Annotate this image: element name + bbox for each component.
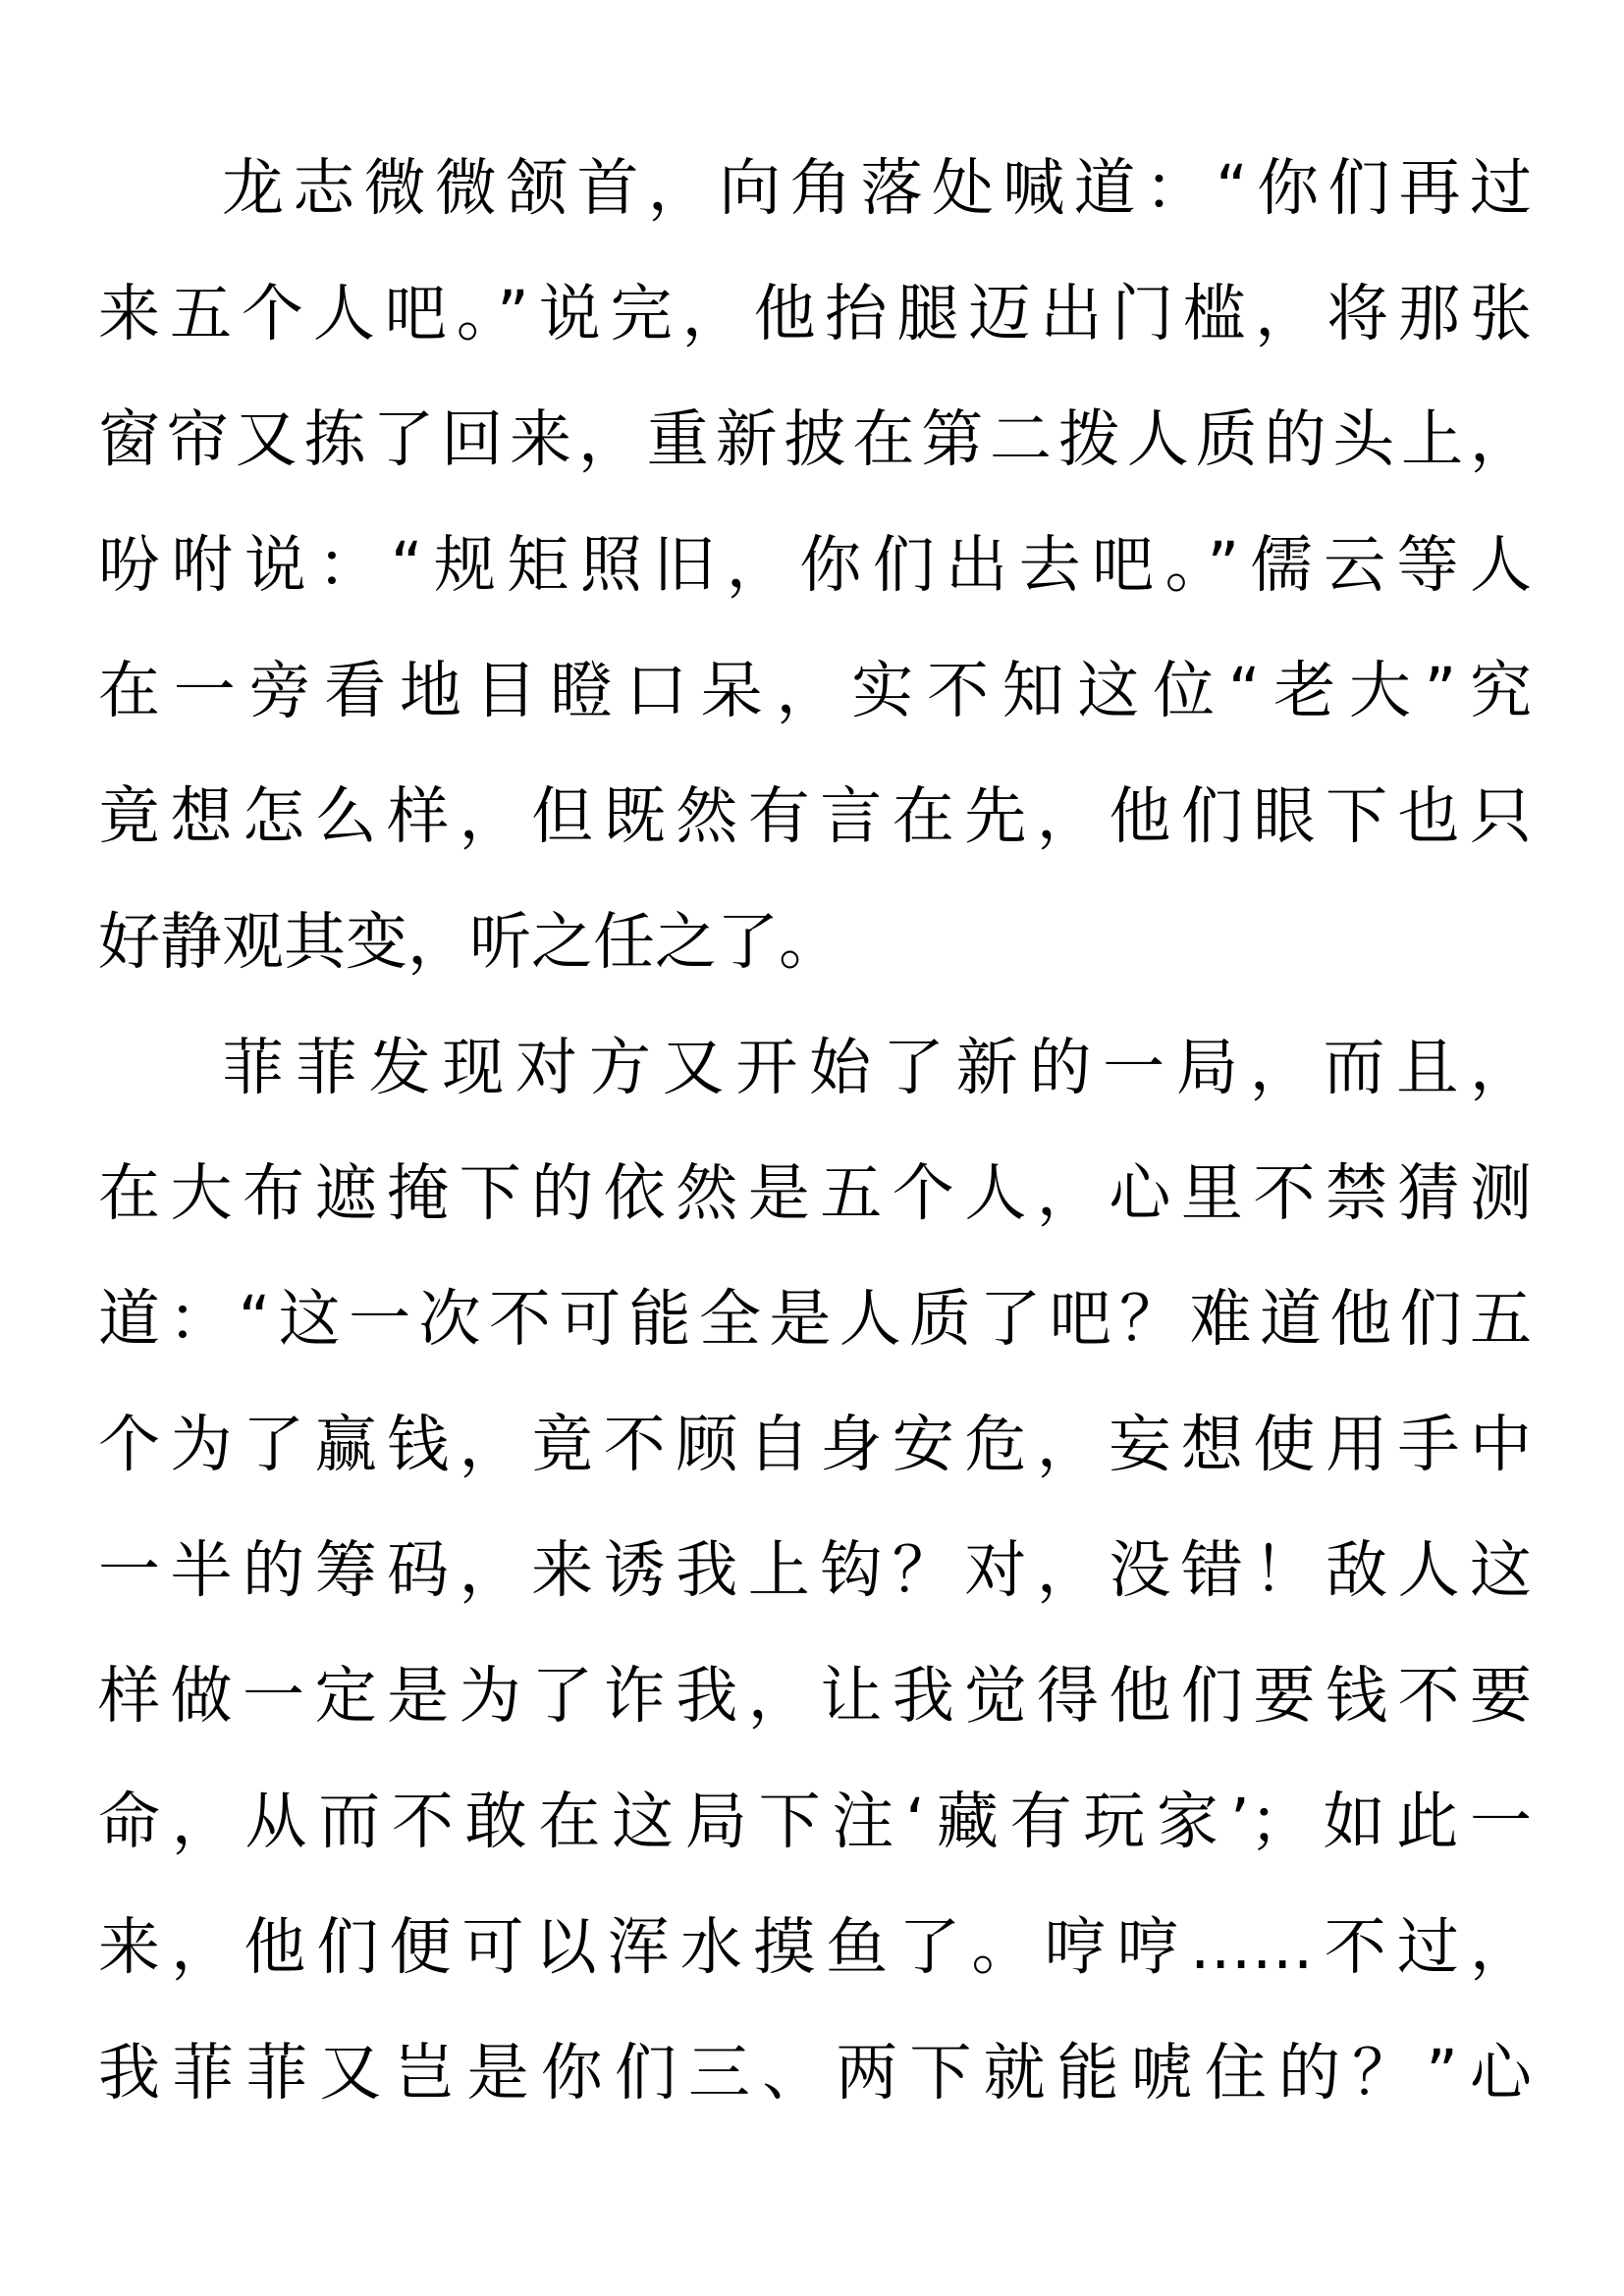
text-line: 来，他们便可以浑水摸鱼了。哼哼……不过， — [98, 1911, 1532, 1983]
text-line: 在大布遮掩下的依然是五个人，心里不禁猜测 — [98, 1157, 1532, 1229]
text-line: 道：“这一次不可能全是人质了吧？难道他们五 — [98, 1283, 1532, 1355]
text-line: 一半的筹码，来诱我上钩？对，没错！敌人这 — [98, 1534, 1532, 1606]
text-line: 在一旁看地目瞪口呆，实不知这位“老大”究 — [98, 655, 1532, 726]
text-line: 我菲菲又岂是你们三、两下就能唬住的？”心 — [98, 2037, 1532, 2109]
text-line: 个为了赢钱，竟不顾自身安危，妄想使用手中 — [98, 1409, 1532, 1480]
text-line: 竟想怎么样，但既然有言在先，他们眼下也只 — [98, 780, 1532, 852]
text-line: 龙志微微颔首，向角落处喊道：“你们再过 — [222, 152, 1532, 224]
text-line: 吩咐说：“规矩照旧，你们出去吧。”儒云等人 — [98, 529, 1532, 601]
document-body — [98, 126, 1532, 2136]
text-line: 来五个人吧。”说完，他抬腿迈出门槛，将那张 — [98, 278, 1532, 349]
text-line: 好静观其变，听之任之了。 — [98, 906, 840, 978]
text-line: 样做一定是为了诈我，让我觉得他们要钱不要 — [98, 1660, 1532, 1732]
text-line: 菲菲发现对方又开始了新的一局，而且， — [222, 1032, 1532, 1103]
text-line: 命，从而不敢在这局下注‘藏有玩家’；如此一 — [98, 1786, 1532, 1857]
text-line: 窗帘又拣了回来，重新披在第二拨人质的头上， — [98, 403, 1532, 475]
